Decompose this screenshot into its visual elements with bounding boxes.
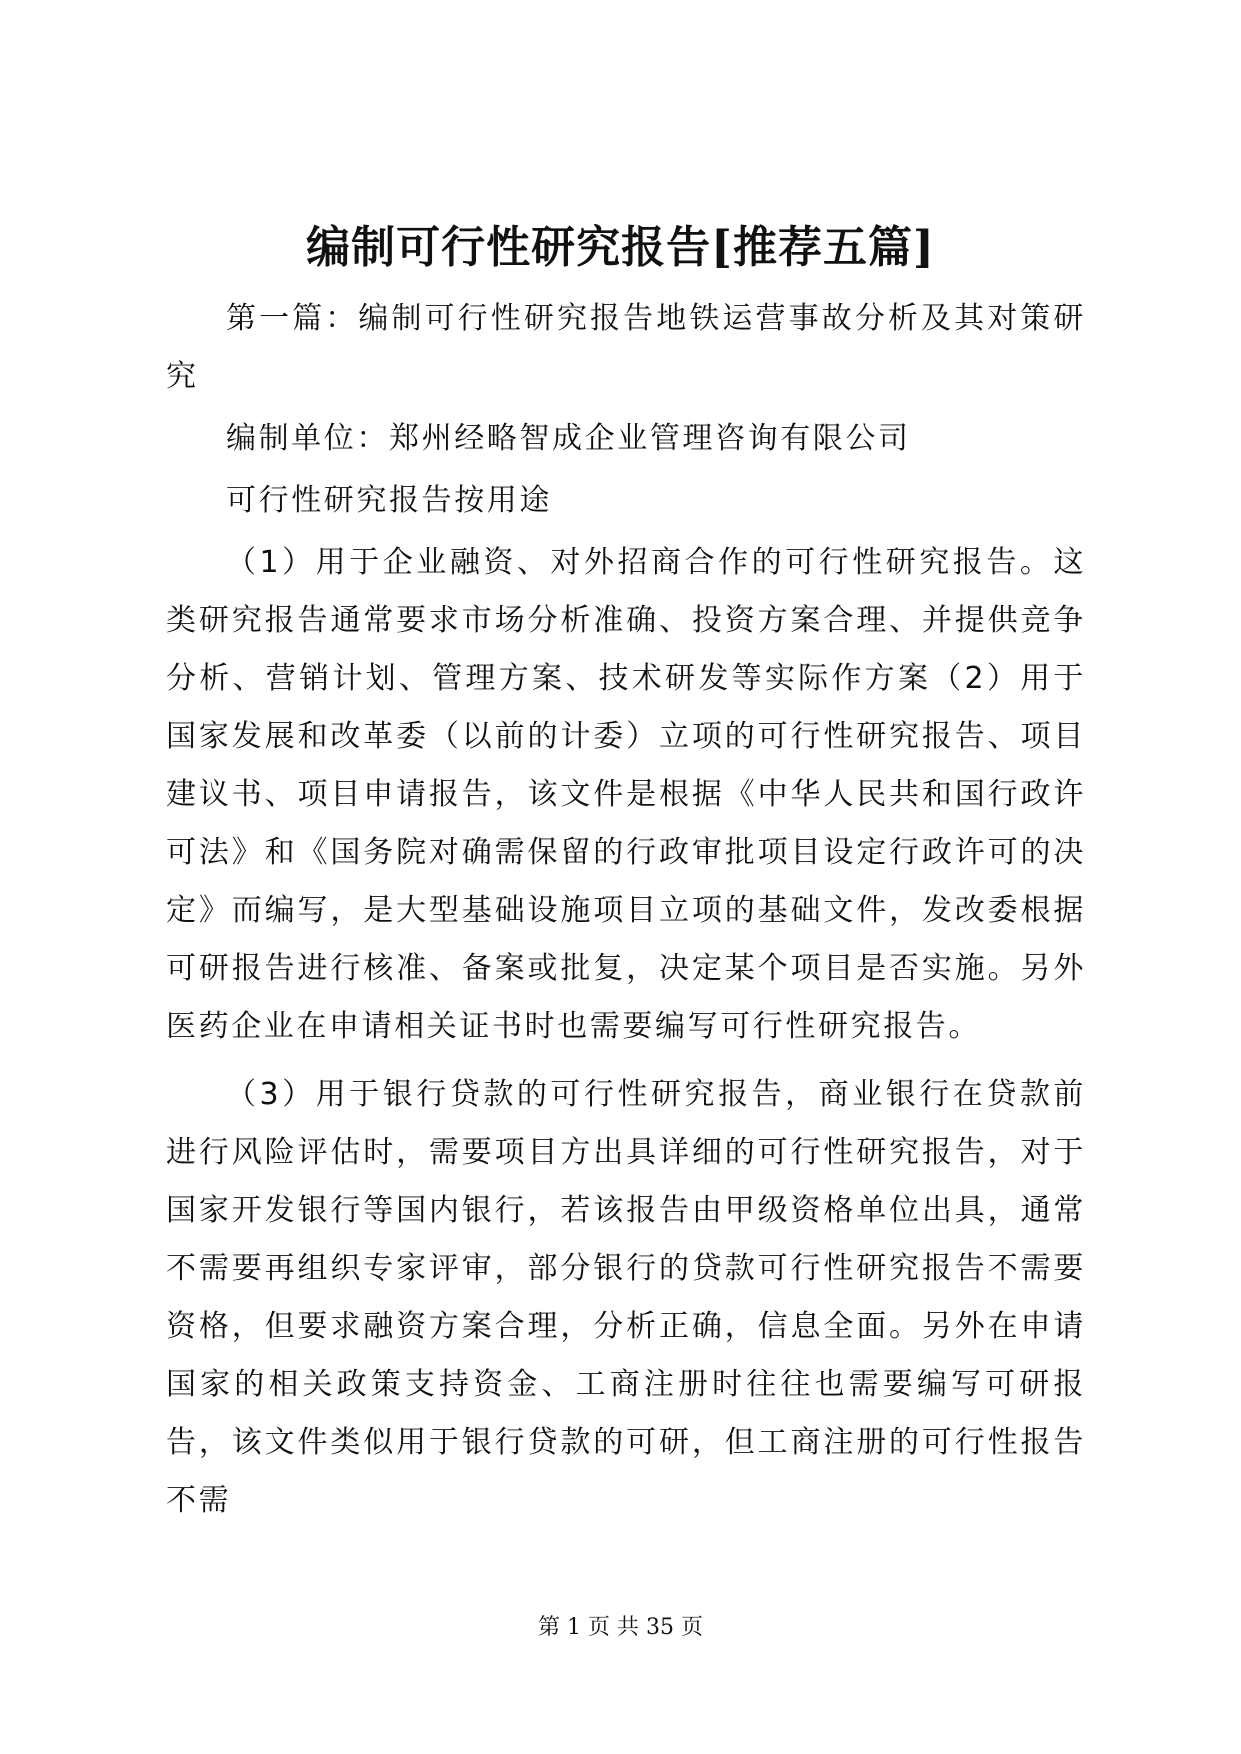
paragraph-financing-and-approval: （1）用于企业融资、对外招商合作的可行性研究报告。这类研究报告通常要求市场分析准确、投资方案合理、并提供竞争分析、营销计划、管理方案、技术研发等实际作方案（2）用于国家发展和改革委（以前的计委）立项的可行性研究报告、项目建议书、项目申请报告，该文件是根据《中华人民共和国行政许可法》和《国务院对确需保留的行政审批项目设定行政许可的决定》而编写，是大型基础设施项目立项的基础文件，发改委根据可研报告进行核准、备案或批复，决定某个项目是否实施。另外医药企业在申请相关证书时也需要编写可行性研究报告。 — [166, 545, 1086, 1044]
paragraph-bank-loan: （3）用于银行贷款的可行性研究报告，商业银行在贷款前进行风险评估时，需要项目方出具详细的可行性研究报告，对于国家开发银行等国内银行，若该报告由甲级资格单位出具，通常不需要再组织专家评审，部分银行的贷款可行性研究报告不需要资格，但要求融资方案合理，分析正确，信息全面。另外在申请国家的相关政策支持资金、工商注册时往往也需要编写可研报告，该文件类似用于银行贷款的可研，但工商注册的可行性报告不需 — [166, 1077, 1086, 1518]
paragraph-purpose-heading: 可行性研究报告按用途 — [226, 483, 552, 518]
document-title: 编制可行性研究报告[推荐五篇] — [306, 222, 935, 273]
page-number-footer: 第 1 页 共 35 页 — [538, 1615, 703, 1640]
paragraph-organization: 编制单位：郑州经略智成企业管理咨询有限公司 — [226, 421, 911, 456]
document-body — [166, 290, 1086, 1530]
paragraph-section-heading: 第一篇：编制可行性研究报告地铁运营事故分析及其对策研究 — [166, 301, 1086, 394]
